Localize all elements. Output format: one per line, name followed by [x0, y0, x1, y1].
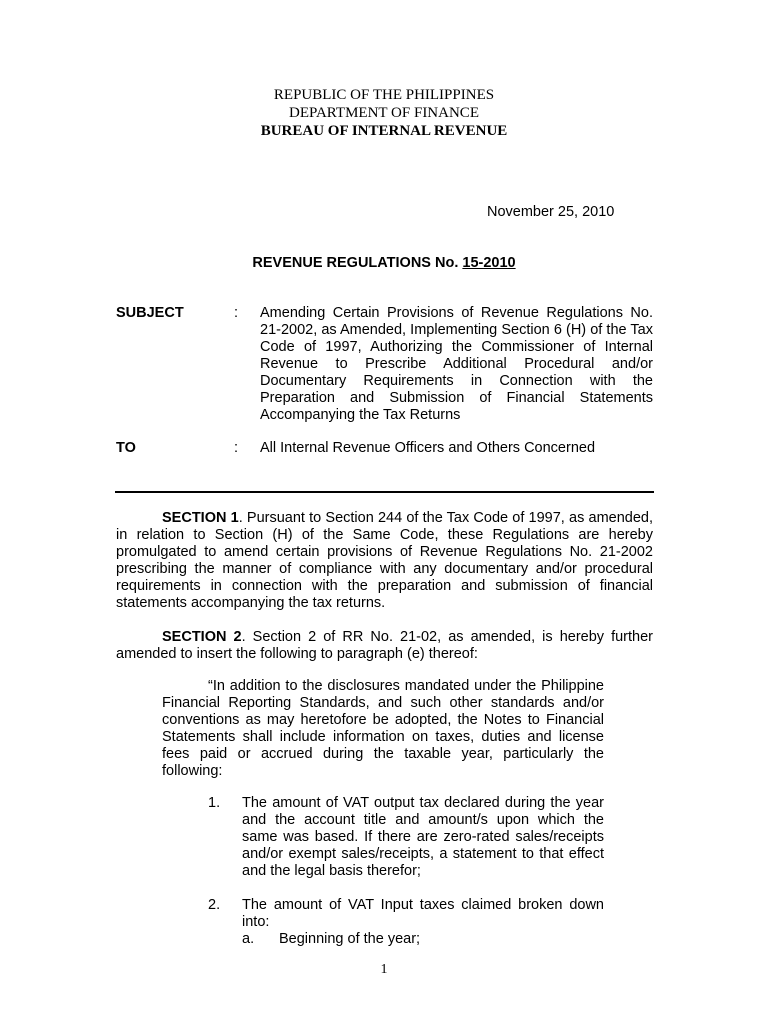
regulation-number: 15-2010 — [462, 255, 516, 271]
amendment-quote — [162, 678, 604, 780]
list-item-text: The amount of VAT Input taxes claimed broken down into: — [242, 897, 604, 930]
letterhead — [0, 86, 768, 140]
section-2-heading: SECTION 2 — [162, 629, 242, 645]
amendment-quote-text: “In addition to the disclosures mandated under the Philippine Financial Reporting Standards, and such other standards and/or conventions as may heretofore be adopted, the Notes to Financial Statements shall include information on taxes, duties and license fees paid or accrued during the taxable year, particularly the following: — [162, 678, 604, 779]
sub-item-letter: a. — [242, 931, 255, 947]
section-1 — [116, 510, 653, 612]
section-2-body: . Section 2 of RR No. 21-02, as amended, is hereby further amended to insert the following to paragraph (e) thereof: — [116, 629, 654, 662]
to-label: TO — [116, 440, 136, 456]
letterhead-bureau: BUREAU OF INTERNAL REVENUE — [260, 123, 508, 139]
sub-item-text: Beginning of the year; — [279, 931, 421, 947]
regulation-prefix: REVENUE REGULATIONS No. — [252, 255, 459, 271]
to-text: All Internal Revenue Officers and Others Concerned — [260, 440, 596, 456]
letterhead-republic: REPUBLIC OF THE PHILIPPINES — [273, 87, 495, 103]
section-2 — [116, 629, 653, 663]
to-colon: : — [234, 440, 239, 456]
list-item-text: The amount of VAT output tax declared during the year and the account title and amount/s upon which the same was based. If there are zero-rated sales/receipts and/or exempt sales/receipts, a statement to that effect and the legal basis therefor; — [242, 795, 604, 879]
section-1-body: . Pursuant to Section 244 of the Tax Code of 1997, as amended, in relation to Section (H) of the Same Code, these Regulations are hereby promulgated to amend certain provisions of Revenue Regulations No. 21-2002 prescribing the manner of compliance with any documentary and/or procedural requirements in connection with the preparation and submission of financial statements accompanying the tax returns. — [116, 510, 653, 611]
list-item-number: 2. — [208, 897, 221, 913]
subject-text: Amending Certain Provisions of Revenue Regulations No. 21-2002, as Amended, Implementing Section 6 (H) of the Tax Code of 1997, Authorizing the Commissioner of Internal Revenue to Prescribe Additional Procedural and/or Documentary Requirements in Connection with the Preparation and Submission of Financial Statements Accompanying the Tax Returns — [260, 305, 653, 423]
letterhead-department: DEPARTMENT OF FINANCE — [289, 105, 479, 121]
page-number: 1 — [380, 962, 388, 977]
subject-label: SUBJECT — [116, 305, 184, 321]
list-item-number: 1. — [208, 795, 221, 811]
section-1-heading: SECTION 1 — [162, 510, 239, 526]
regulation-title — [0, 254, 768, 272]
horizontal-rule — [115, 491, 654, 493]
subject-colon: : — [234, 305, 239, 321]
document-date: November 25, 2010 — [487, 204, 615, 220]
